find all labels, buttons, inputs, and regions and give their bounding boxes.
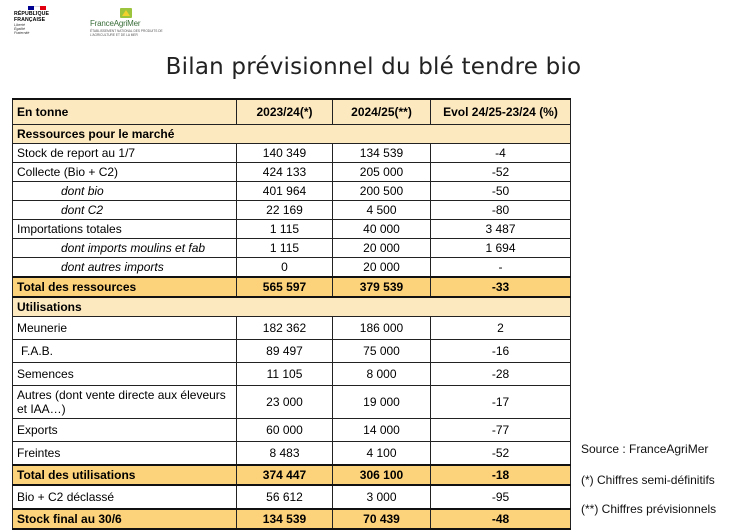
value-2024-25: 306 100 (333, 465, 431, 485)
value-evol: -17 (431, 386, 571, 419)
row-label: Total des utilisations (13, 465, 237, 485)
value-2023-24: 89 497 (237, 340, 333, 363)
value-2024-25: 19 000 (333, 386, 431, 419)
row-label: Importations totales (13, 220, 237, 239)
row-label: Collecte (Bio + C2) (13, 163, 237, 182)
value-2024-25: 8 000 (333, 363, 431, 386)
value-2024-25: 205 000 (333, 163, 431, 182)
value-2023-24: 374 447 (237, 465, 333, 485)
franceagrimer-name: FranceAgriMer (90, 19, 141, 28)
value-evol: -16 (431, 340, 571, 363)
franceagrimer-subtitle: ÉTABLISSEMENT NATIONAL DES PRODUITS DE L'AGRICULTURE ET DE LA MER (90, 29, 163, 37)
value-2023-24: 182 362 (237, 317, 333, 340)
row-label: Total des ressources (13, 277, 237, 297)
row-label: dont imports moulins et fab (13, 239, 237, 258)
row-label: Autres (dont vente directe aux éleveurs et IAA…) (13, 386, 237, 419)
value-evol: - (431, 258, 571, 278)
value-2023-24: 140 349 (237, 144, 333, 163)
value-2023-24: 23 000 (237, 386, 333, 419)
value-evol: -50 (431, 182, 571, 201)
value-2024-25: 4 100 (333, 442, 431, 466)
value-evol: 1 694 (431, 239, 571, 258)
republique-francaise-logo (14, 6, 76, 35)
header-2023-24: 2023/24(*) (237, 99, 333, 125)
value-evol: -80 (431, 201, 571, 220)
table-row (13, 163, 571, 182)
table-row (13, 317, 571, 340)
value-2023-24: 134 539 (237, 509, 333, 529)
bilan-table (12, 98, 571, 530)
header-evol: Evol 24/25-23/24 (%) (431, 99, 571, 125)
row-label: Stock final au 30/6 (13, 509, 237, 529)
row-label: Meunerie (13, 317, 237, 340)
value-2024-25: 20 000 (333, 239, 431, 258)
row-label: Freintes (13, 442, 237, 466)
table-row (13, 419, 571, 442)
value-evol: -48 (431, 509, 571, 529)
row-label: dont C2 (13, 201, 237, 220)
value-evol: -33 (431, 277, 571, 297)
value-evol: -18 (431, 465, 571, 485)
table-header-row (13, 99, 571, 125)
value-evol: -4 (431, 144, 571, 163)
source-note: Source : FranceAgriMer (581, 442, 709, 456)
table-row (13, 144, 571, 163)
value-evol: -95 (431, 485, 571, 509)
table-row (13, 363, 571, 386)
header-label: En tonne (13, 99, 237, 125)
value-2023-24: 22 169 (237, 201, 333, 220)
total-resources-row (13, 277, 571, 297)
value-2024-25: 134 539 (333, 144, 431, 163)
row-label: Exports (13, 419, 237, 442)
stock-final-row (13, 509, 571, 529)
section-label: Ressources pour le marché (13, 125, 571, 144)
value-2023-24: 1 115 (237, 220, 333, 239)
table-row (13, 340, 571, 363)
section-row-resources (13, 125, 571, 144)
table-row (13, 201, 571, 220)
value-2024-25: 186 000 (333, 317, 431, 340)
value-2024-25: 3 000 (333, 485, 431, 509)
french-flag-icon (28, 6, 46, 10)
section-row-uses (13, 297, 571, 317)
row-label: F.A.B. (13, 340, 237, 363)
value-evol: 2 (431, 317, 571, 340)
value-2024-25: 75 000 (333, 340, 431, 363)
row-label: dont bio (13, 182, 237, 201)
table-row (13, 182, 571, 201)
total-uses-row (13, 465, 571, 485)
semi-definitive-note: (*) Chiffres semi-définitifs (581, 473, 715, 487)
table-row (13, 442, 571, 466)
value-evol: -52 (431, 163, 571, 182)
section-label: Utilisations (13, 297, 571, 317)
header-2024-25: 2024/25(**) (333, 99, 431, 125)
value-2024-25: 14 000 (333, 419, 431, 442)
value-2024-25: 379 539 (333, 277, 431, 297)
row-label: Semences (13, 363, 237, 386)
value-2023-24: 0 (237, 258, 333, 278)
value-2023-24: 56 612 (237, 485, 333, 509)
table-row (13, 258, 571, 278)
page-title: Bilan prévisionnel du blé tendre bio (165, 54, 582, 80)
row-label: Stock de report au 1/7 (13, 144, 237, 163)
value-evol: -77 (431, 419, 571, 442)
value-2024-25: 20 000 (333, 258, 431, 278)
value-2023-24: 565 597 (237, 277, 333, 297)
franceagrimer-mark-icon (120, 8, 132, 18)
value-2024-25: 4 500 (333, 201, 431, 220)
value-evol: -52 (431, 442, 571, 466)
value-2023-24: 1 115 (237, 239, 333, 258)
value-2023-24: 60 000 (237, 419, 333, 442)
value-2024-25: 200 500 (333, 182, 431, 201)
value-2024-25: 70 439 (333, 509, 431, 529)
table-row (13, 220, 571, 239)
rf-name: RÉPUBLIQUE FRANÇAISE (14, 11, 50, 23)
table-row (13, 239, 571, 258)
provisional-note: (**) Chiffres prévisionnels (581, 502, 717, 516)
value-2023-24: 11 105 (237, 363, 333, 386)
value-2023-24: 401 964 (237, 182, 333, 201)
row-label: dont autres imports (13, 258, 237, 278)
rf-motto: Liberté Égalité Fraternité (14, 23, 30, 35)
row-label: Bio + C2 déclassé (13, 485, 237, 509)
value-evol: -28 (431, 363, 571, 386)
value-2023-24: 424 133 (237, 163, 333, 182)
table-row (13, 386, 571, 419)
value-evol: 3 487 (431, 220, 571, 239)
value-2024-25: 40 000 (333, 220, 431, 239)
table-row (13, 485, 571, 509)
value-2023-24: 8 483 (237, 442, 333, 466)
